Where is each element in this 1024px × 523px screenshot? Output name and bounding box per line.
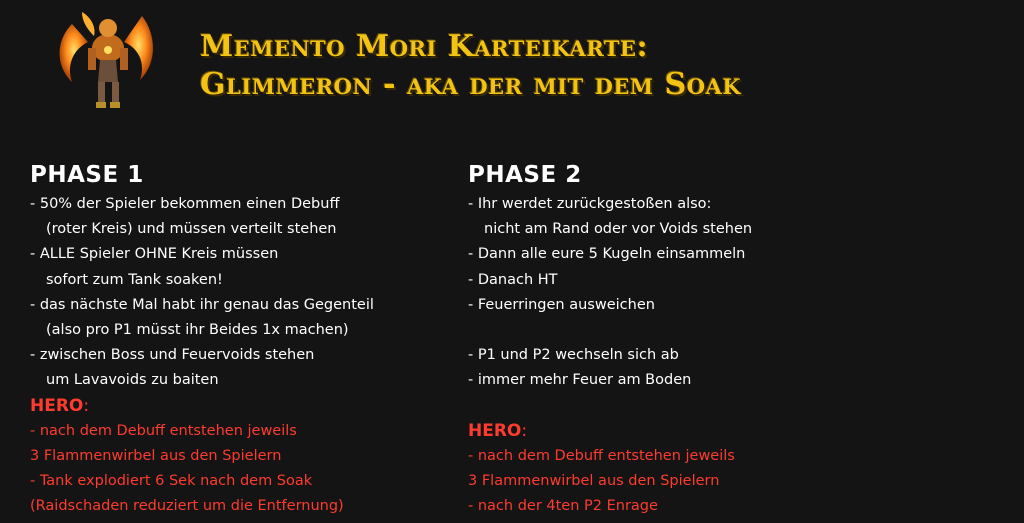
hero-label: HERO xyxy=(468,420,522,441)
phase-1-hero-line: - Tank explodiert 6 Sek nach dem Soak xyxy=(30,472,313,489)
phase-1-line: - zwischen Boss und Feuervoids stehen xyxy=(30,347,315,364)
phase-1-hero-heading xyxy=(30,394,450,419)
phase-2-line: - Dann alle eure 5 Kugeln einsammeln xyxy=(468,246,746,263)
phase-1-line: um Lavavoids zu baiten xyxy=(46,372,219,389)
page-title xyxy=(200,28,741,104)
title-line-2: Glimmeron - aka der mit dem Soak xyxy=(200,67,742,102)
phase-1-section xyxy=(30,160,450,519)
phase-2-line: - Feuerringen ausweichen xyxy=(468,296,655,313)
title-line-1: Memento Mori Karteikarte: xyxy=(200,29,649,64)
phase-1-line: (roter Kreis) und müssen verteilt stehen xyxy=(46,221,337,238)
phase-1-line: - das nächste Mal habt ihr genau das Gegenteil xyxy=(30,296,374,313)
phase-2-hero-line: - nach der 4ten P2 Enrage xyxy=(468,498,658,515)
phase-2-line: - Ihr werdet zurückgestoßen also: xyxy=(468,196,712,212)
phase-1-heading: PHASE 1 xyxy=(30,162,144,188)
phase-2-section xyxy=(468,160,1008,519)
phase-1-line: sofort zum Tank soaken! xyxy=(46,271,223,288)
hero-colon: : xyxy=(521,420,528,441)
phase-1-hero-line: 3 Flammenwirbel aus den Spielern xyxy=(30,447,282,464)
phase-1-hero-line: - nach dem Debuff entstehen jeweils xyxy=(30,422,297,439)
phase-1-line: (also pro P1 müsst ihr Beides 1x machen) xyxy=(46,321,349,338)
phase-2-line: - Danach HT xyxy=(468,271,558,288)
phase-1-line: - 50% der Spieler bekommen einen Debuff xyxy=(30,196,340,212)
phase-2-hero-line: 3 Flammenwirbel aus den Spielern xyxy=(468,472,720,489)
phase-1-hero-line: (Raidschaden reduziert um die Entfernung) xyxy=(30,498,344,515)
phase-2-heading: PHASE 2 xyxy=(468,162,582,188)
spacer xyxy=(468,318,1008,343)
phase-1-line: - ALLE Spieler OHNE Kreis müssen xyxy=(30,246,279,263)
phase-2-line: - P1 und P2 wechseln sich ab xyxy=(468,347,679,364)
spacer xyxy=(468,394,1008,419)
phase-2-hero-line: - nach dem Debuff entstehen jeweils xyxy=(468,447,735,464)
hero-colon: : xyxy=(83,395,90,416)
phase-2-hero-heading xyxy=(468,419,1008,444)
phase-2-line: - immer mehr Feuer am Boden xyxy=(468,372,692,389)
phase-2-line: nicht am Rand oder vor Voids stehen xyxy=(484,221,753,238)
hero-label: HERO xyxy=(30,395,84,416)
fire-elemental-boss-portrait xyxy=(52,4,160,116)
